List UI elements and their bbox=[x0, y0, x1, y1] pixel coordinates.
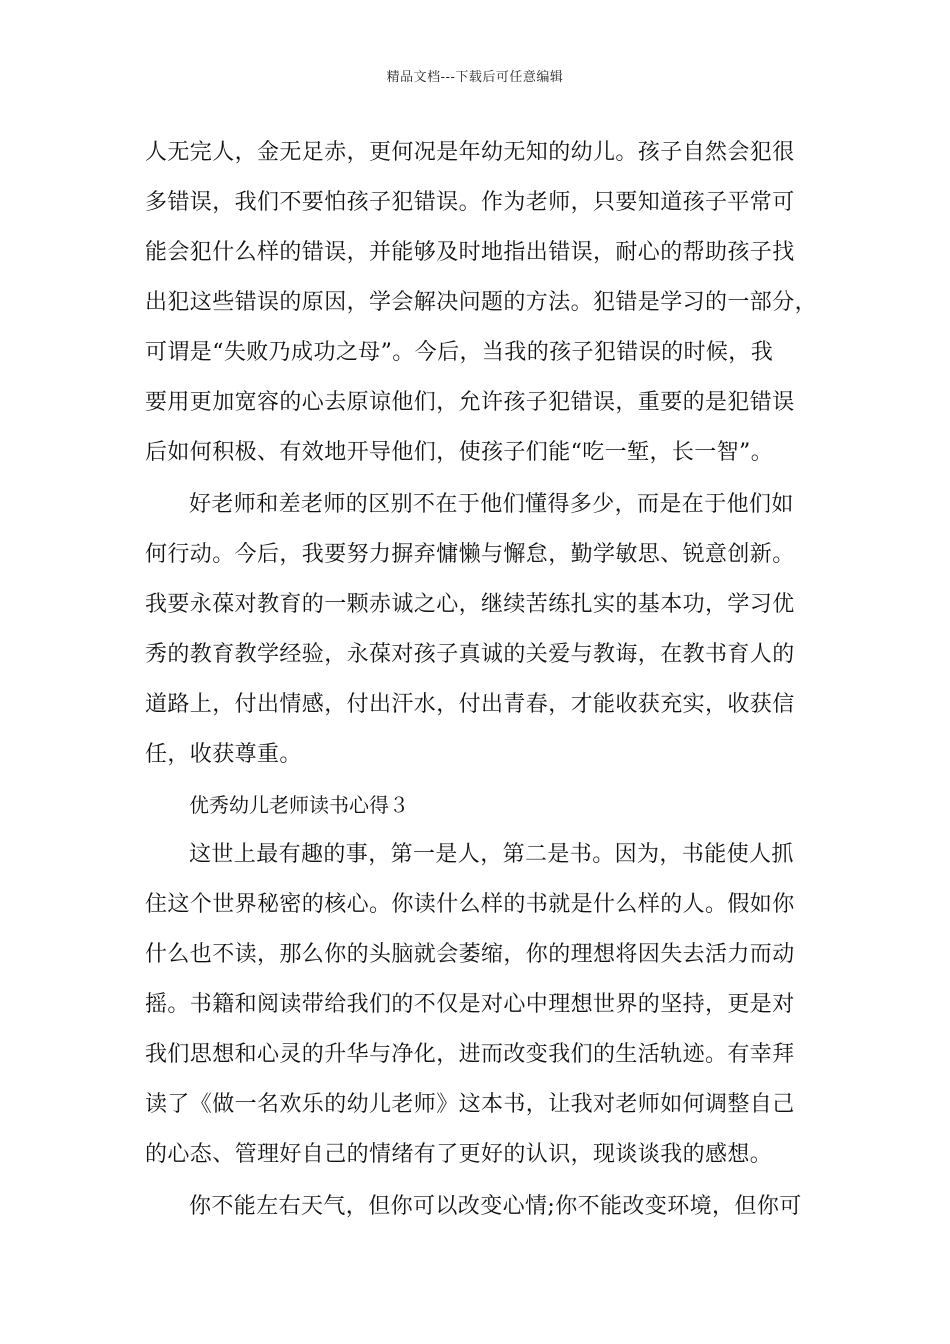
paragraph-3-line-2: 住这个世界秘密的核心。你读什么样的书就是什么样的人。假如你 bbox=[145, 892, 795, 917]
section-heading: 优秀幼儿老师读书心得３ bbox=[189, 793, 409, 817]
paragraph-1-line-6: 要用更加宽容的心去原谅他们，允许孩子犯错误，重要的是犯错误 bbox=[145, 390, 795, 415]
paragraph-1-line-3: 能会犯什么样的错误，并能够及时地指出错误，耐心的帮助孩子找 bbox=[145, 240, 795, 265]
paragraph-4-line-1: 你不能左右天气，但你可以改变心情;你不能改变环境，但你可 bbox=[189, 1194, 802, 1219]
paragraph-1-line-2: 多错误，我们不要怕孩子犯错误。作为老师，只要知道孩子平常可 bbox=[145, 190, 795, 215]
document-body bbox=[145, 128, 825, 1232]
paragraph-3-line-5: 我们思想和心灵的升华与净化，进而改变我们的生活轨迹。有幸拜 bbox=[145, 1042, 795, 1067]
paragraph-3-line-4: 摇。书籍和阅读带给我们的不仅是对心中理想世界的坚持，更是对 bbox=[145, 992, 795, 1017]
paragraph-3-line-6: 读了《做一名欢乐的幼儿老师》这本书，让我对老师如何调整自己 bbox=[145, 1092, 795, 1117]
paragraph-3-line-1: 这世上最有趣的事，第一是人，第二是书。因为，书能使人抓 bbox=[189, 842, 794, 867]
paragraph-3-line-7: 的心态、管理好自己的情绪有了更好的认识，现谈谈我的感想。 bbox=[145, 1142, 773, 1167]
paragraph-1-line-4: 出犯这些错误的原因，学会解决问题的方法。犯错是学习的一部分， bbox=[145, 290, 818, 315]
paragraph-1-line-1: 人无完人，金无足赤，更何况是年幼无知的幼儿。孩子自然会犯很 bbox=[145, 140, 795, 165]
paragraph-2-line-3: 我要永葆对教育的一颗赤诚之心，继续苦练扎实的基本功，学习优 bbox=[145, 592, 795, 617]
paragraph-1-line-5: 可谓是“失败乃成功之母”。今后，当我的孩子犯错误的时候，我 bbox=[145, 340, 774, 365]
paragraph-2-line-6: 任，收获尊重。 bbox=[145, 742, 302, 767]
paragraph-1-line-7: 后如何积极、有效地开导他们，使孩子们能“吃一堑，长一智”。 bbox=[145, 440, 774, 465]
page-header: 精品文档---下载后可任意编辑 bbox=[386, 70, 564, 85]
paragraph-2-line-1: 好老师和差老师的区别不在于他们懂得多少，而是在于他们如 bbox=[189, 492, 794, 517]
paragraph-3-line-3: 什么也不读，那么你的头脑就会萎缩，你的理想将因失去活力而动 bbox=[145, 942, 795, 967]
paragraph-2-line-4: 秀的教育教学经验，永葆对孩子真诚的关爱与教诲，在教书育人的 bbox=[145, 642, 795, 667]
paragraph-2-line-5: 道路上，付出情感，付出汗水，付出青春，才能收获充实，收获信 bbox=[145, 692, 795, 717]
paragraph-2-line-2: 何行动。今后，我要努力摒弃慵懒与懈怠，勤学敏思、锐意创新。 bbox=[145, 542, 795, 567]
